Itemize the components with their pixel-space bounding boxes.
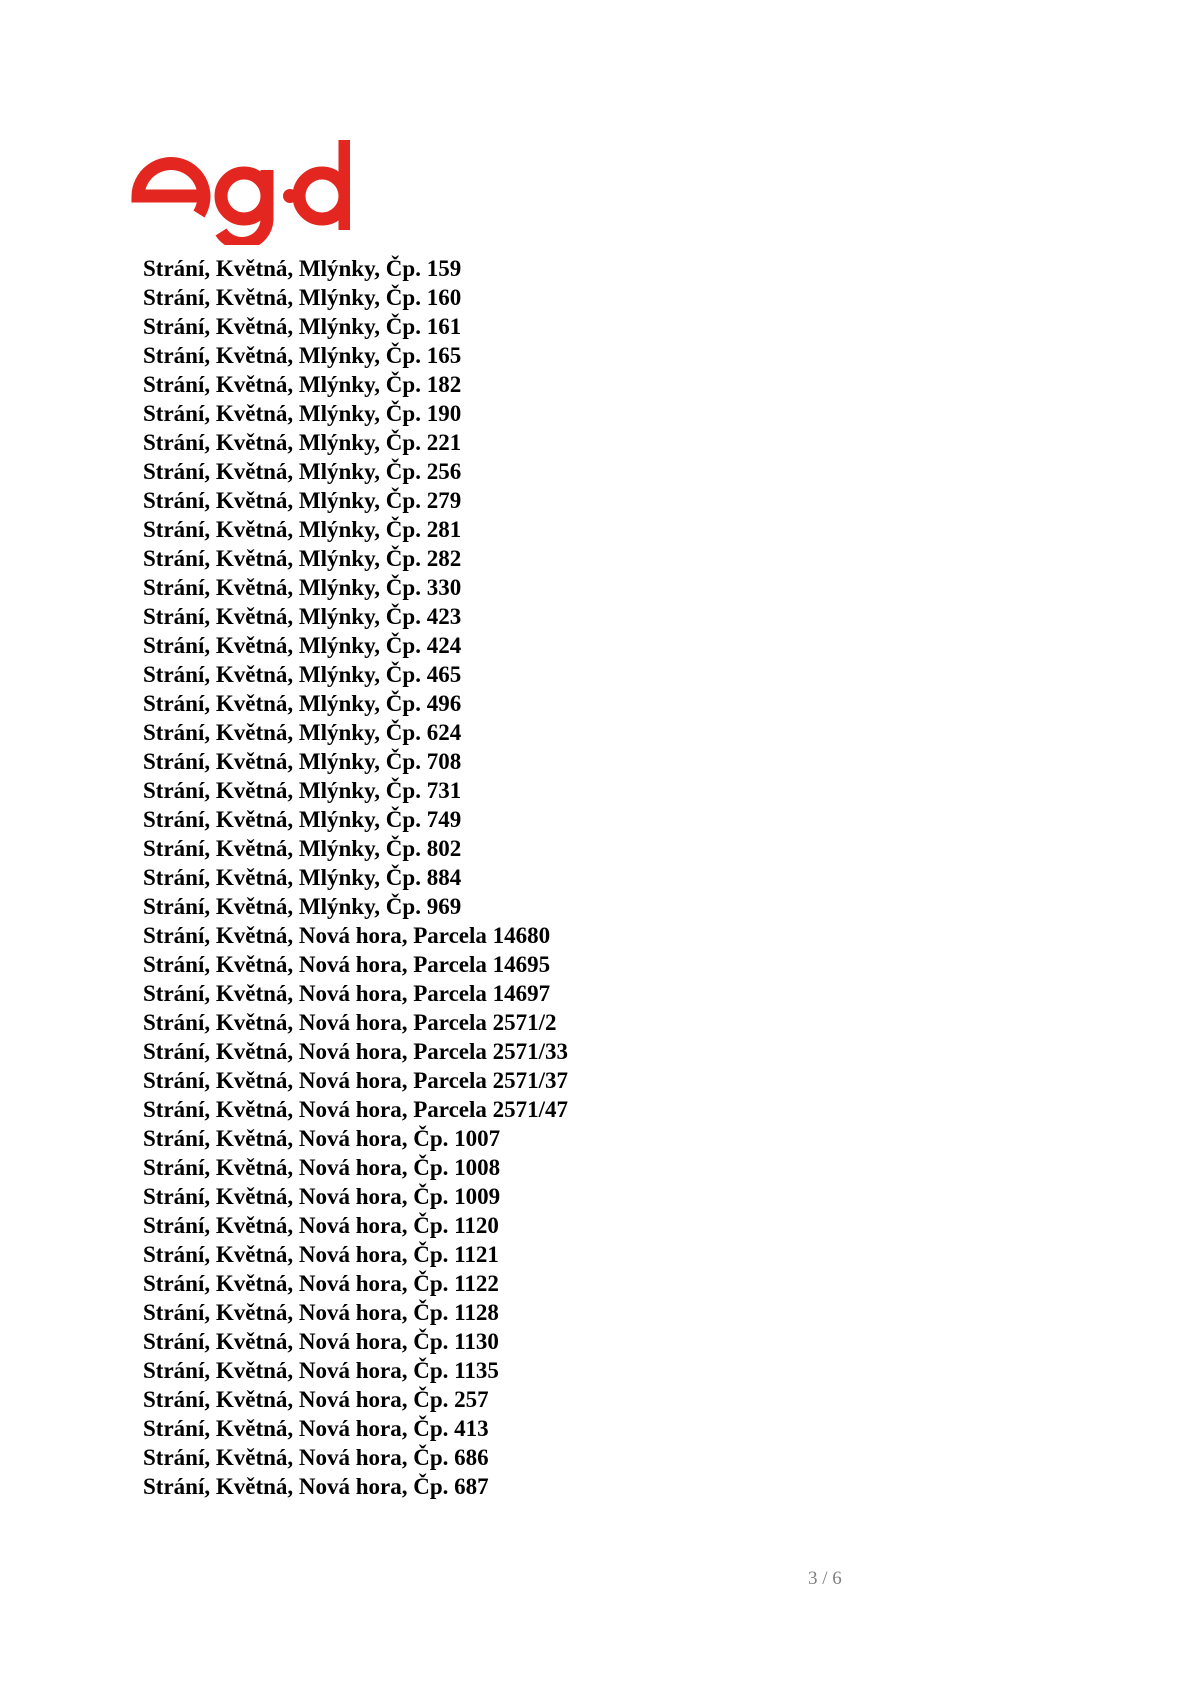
address-item: Strání, Květná, Mlýnky, Čp. 708 <box>143 749 462 774</box>
address-item: Strání, Květná, Nová hora, Čp. 1008 <box>143 1155 501 1180</box>
address-item: Strání, Květná, Mlýnky, Čp. 496 <box>143 691 462 716</box>
address-item: Strání, Květná, Mlýnky, Čp. 330 <box>143 575 462 600</box>
address-item: Strání, Květná, Nová hora, Čp. 413 <box>143 1416 489 1441</box>
address-item: Strání, Květná, Mlýnky, Čp. 423 <box>143 604 462 629</box>
address-item: Strání, Květná, Mlýnky, Čp. 160 <box>143 285 462 310</box>
address-item: Strání, Květná, Nová hora, Parcela 14697 <box>143 981 551 1006</box>
logo-letter-e <box>138 164 204 214</box>
address-item: Strání, Květná, Nová hora, Parcela 2571/2 <box>143 1010 557 1035</box>
address-item: Strání, Květná, Nová hora, Čp. 686 <box>143 1445 489 1470</box>
address-item: Strání, Květná, Mlýnky, Čp. 749 <box>143 807 462 832</box>
address-item: Strání, Květná, Nová hora, Parcela 2571/47 <box>143 1097 569 1122</box>
address-item: Strání, Květná, Mlýnky, Čp. 256 <box>143 459 462 484</box>
address-item: Strání, Květná, Mlýnky, Čp. 161 <box>143 314 462 339</box>
logo-letter-g-bowl <box>221 173 267 219</box>
address-item: Strání, Květná, Nová hora, Čp. 1130 <box>143 1329 499 1354</box>
egd-logo-graphic <box>130 140 350 245</box>
address-item: Strání, Květná, Mlýnky, Čp. 802 <box>143 836 462 861</box>
address-item: Strání, Květná, Nová hora, Čp. 257 <box>143 1387 489 1412</box>
address-item: Strání, Květná, Nová hora, Parcela 14680 <box>143 923 551 948</box>
address-item: Strání, Květná, Mlýnky, Čp. 282 <box>143 546 462 571</box>
address-item: Strání, Květná, Nová hora, Čp. 1121 <box>143 1242 499 1267</box>
address-item: Strání, Květná, Mlýnky, Čp. 884 <box>143 865 462 890</box>
address-item: Strání, Květná, Nová hora, Čp. 1135 <box>143 1358 499 1383</box>
address-item: Strání, Květná, Mlýnky, Čp. 465 <box>143 662 462 687</box>
address-list <box>143 254 568 1501</box>
egd-logo <box>130 140 350 245</box>
address-item: Strání, Květná, Mlýnky, Čp. 279 <box>143 488 462 513</box>
address-item: Strání, Květná, Mlýnky, Čp. 190 <box>143 401 462 426</box>
address-item: Strání, Květná, Mlýnky, Čp. 159 <box>143 256 462 281</box>
address-item: Strání, Květná, Nová hora, Parcela 14695 <box>143 952 551 977</box>
address-item: Strání, Květná, Mlýnky, Čp. 424 <box>143 633 462 658</box>
address-item: Strání, Květná, Nová hora, Parcela 2571/33 <box>143 1039 569 1064</box>
logo-letter-d-bowl <box>299 173 345 219</box>
address-item: Strání, Květná, Mlýnky, Čp. 182 <box>143 372 462 397</box>
address-item: Strání, Květná, Nová hora, Čp. 1128 <box>143 1300 499 1325</box>
address-item: Strání, Květná, Nová hora, Čp. 1122 <box>143 1271 499 1296</box>
address-item: Strání, Květná, Mlýnky, Čp. 731 <box>143 778 462 803</box>
address-item: Strání, Květná, Nová hora, Čp. 1007 <box>143 1126 501 1151</box>
address-item: Strání, Květná, Mlýnky, Čp. 165 <box>143 343 462 368</box>
address-item: Strání, Květná, Nová hora, Čp. 687 <box>143 1474 489 1499</box>
address-item: Strání, Květná, Mlýnky, Čp. 281 <box>143 517 462 542</box>
address-item: Strání, Květná, Mlýnky, Čp. 624 <box>143 720 462 745</box>
address-item: Strání, Květná, Nová hora, Čp. 1009 <box>143 1184 501 1209</box>
address-item: Strání, Květná, Mlýnky, Čp. 221 <box>143 430 462 455</box>
address-item: Strání, Květná, Nová hora, Parcela 2571/37 <box>143 1068 569 1093</box>
page-number: 3 / 6 <box>808 1568 842 1589</box>
address-item: Strání, Květná, Mlýnky, Čp. 969 <box>143 894 462 919</box>
address-item: Strání, Květná, Nová hora, Čp. 1120 <box>143 1213 499 1238</box>
